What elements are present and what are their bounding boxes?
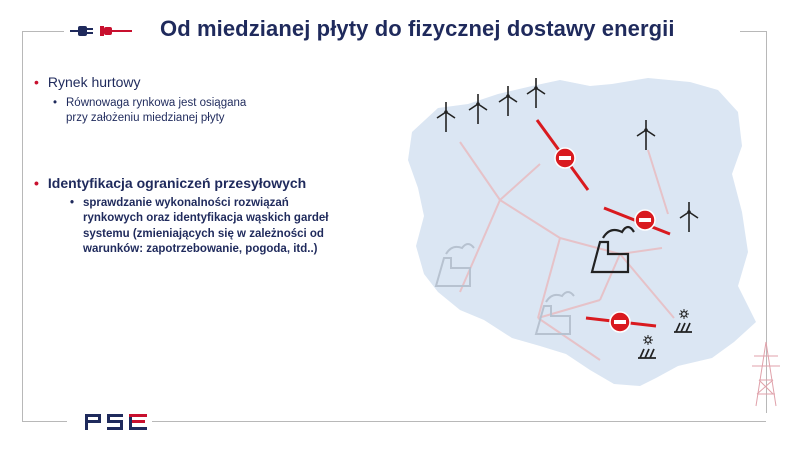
- plug-icon: [70, 24, 132, 38]
- poland-grid-map: [398, 52, 790, 414]
- transmission-tower-icon: [752, 342, 780, 406]
- subbullet-feasibility-line2: rynkowych oraz identyfikacja wąskich gardeł: [83, 212, 329, 225]
- subbullet-feasibility-line1: sprawdzanie wykonalności rozwiązań: [83, 197, 289, 209]
- map-poland-shape: [408, 78, 756, 386]
- bullet-wholesale-market-label: Rynek hurtowy: [47, 74, 141, 90]
- no-entry-icon: [635, 210, 655, 230]
- subbullet-copper-plate-line2: przy założeniu miedzianej płyty: [66, 112, 225, 124]
- no-entry-icon: [610, 312, 630, 332]
- pse-logo: [85, 410, 149, 434]
- slide-title: Od miedzianej płyty do fizycznej dostawy energii: [160, 16, 675, 41]
- bullet-transmission-constraints-label: Identyfikacja ograniczeń przesyłowych: [47, 175, 307, 191]
- frame-line-bottom-right: [152, 421, 766, 422]
- subbullet-copper-plate-line1: Równowaga rynkowa jest osiągana: [66, 97, 247, 109]
- subbullet-feasibility-line3: systemu (zmieniających się w zależności od: [83, 227, 324, 240]
- subbullet-feasibility: [70, 196, 383, 257]
- subbullet-dot: •: [53, 97, 58, 109]
- subbullet-copper-plate: [53, 96, 346, 126]
- subbullet-feasibility-line4: warunków: zapotrzebowanie, pogoda, itd..): [83, 242, 318, 255]
- bullet-dot: •: [34, 175, 39, 191]
- frame-line-bottom-left: [22, 421, 67, 422]
- frame-line-left: [22, 31, 23, 421]
- subbullet-dot: •: [70, 197, 75, 209]
- frame-line-top-left: [22, 31, 64, 32]
- bullet-wholesale-market: [34, 74, 141, 90]
- bullet-dot: •: [34, 74, 39, 90]
- bullet-transmission-constraints: [34, 175, 306, 191]
- frame-line-top-right: [740, 31, 766, 32]
- no-entry-icon: [555, 148, 575, 168]
